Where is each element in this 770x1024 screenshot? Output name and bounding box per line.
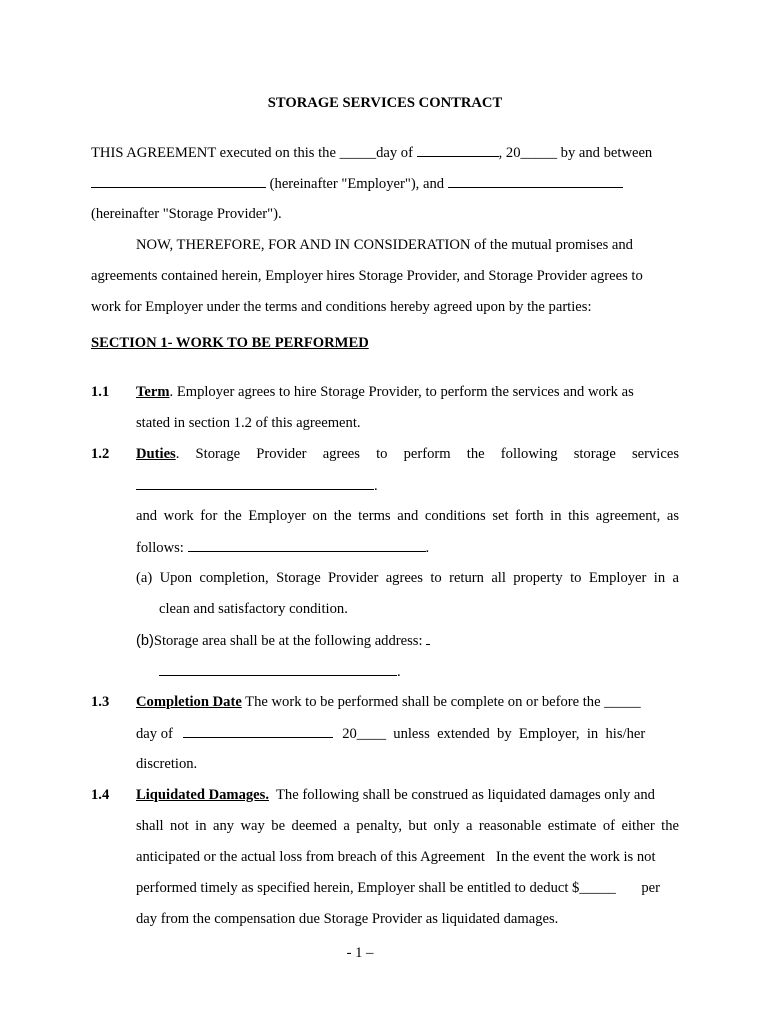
address-trailing-blank[interactable] [426,631,430,645]
clause-1-1-line-2: stated in section 1.2 of this agreement. [136,415,361,431]
clause-1-2-line-1 [136,445,679,463]
clause-1-2-b-text: Storage area shall be at the following address: [153,633,423,649]
address-blank-end: . [397,664,401,680]
intro-text-employer: (hereinafter "Employer"), and [269,176,445,192]
clause-1-4-line-4: performed timely as specified herein, Employer shall be entitled to deduct $_____ per [136,880,660,896]
clause-1-4-line-5: day from the compensation due Storage Provider as liquidated damages. [136,911,559,927]
recital-line-3: work for Employer under the terms and conditions hereby agreed upon by the parties: [91,299,592,315]
clause-1-2-a-line-1: (a) Upon completion, Storage Provider agrees to return all property to Employer in a [136,570,679,586]
clause-1-2-text: . Storage Provider agrees to perform the following storage services [175,446,679,462]
clause-1-2-b-line-1 [136,631,430,650]
clause-1-4-text: The following shall be construed as liquidated damages only and [268,787,655,803]
clause-1-1-label: Term [136,384,170,400]
intro-line-2 [91,174,623,193]
clause-1-1-line-1 [136,383,634,401]
clause-1-3-number: 1.3 [91,694,110,710]
clause-1-1-text: . Employer agrees to hire Storage Provider, to perform the services and work as [169,384,634,400]
clause-1-3-line-1 [136,693,641,711]
clause-1-4-line-1 [136,786,655,804]
clause-1-4-line-3: anticipated or the actual loss from breach of this Agreement In the event the work is not [136,849,656,865]
clause-1-3-day-of: day of [136,726,173,742]
section-1-heading: SECTION 1- WORK TO BE PERFORMED [91,335,369,351]
intro-text-b: , 20_____ by and between [498,145,653,161]
provider-name-blank[interactable] [448,174,623,188]
clause-1-4-line-2: shall not in any way be deemed a penalty, but only a reasonable estimate of either the [136,818,679,834]
clause-1-2-b-line-2 [159,662,401,681]
follows-label: follows: [136,540,184,556]
recital-line-1: NOW, THEREFORE, FOR AND IN CONSIDERATION of the mutual promises and [136,237,633,253]
clause-1-4-number: 1.4 [91,787,110,803]
page-number: - 1 – [346,945,374,961]
services-blank[interactable] [136,476,374,490]
clause-1-4-label: Liquidated Damages. [136,787,269,803]
clause-1-2-line-2 [136,476,378,495]
clause-1-3-year-text: 20____ unless extended by Employer, in his/her [342,726,646,742]
clause-1-3-line-3: discretion. [136,756,198,772]
clause-1-2-number: 1.2 [91,446,110,462]
services-blank-end: . [374,478,378,494]
clause-1-2-line-4 [136,538,429,557]
address-blank[interactable] [159,662,397,676]
clause-1-1-number: 1.1 [91,384,110,400]
completion-date-blank[interactable] [183,724,333,738]
intro-text-a: THIS AGREEMENT executed on this the _____day of [91,145,413,161]
day-month-blank[interactable] [417,143,499,157]
contract-title: STORAGE SERVICES CONTRACT [267,95,503,111]
intro-line-1 [91,143,652,162]
clause-1-3-label: Completion Date [136,694,242,710]
clause-1-2-a-line-2: clean and satisfactory condition. [159,601,348,617]
clause-1-2-label: Duties [136,446,176,462]
employer-name-blank[interactable] [91,174,266,188]
clause-1-3-text: The work to be performed shall be complete on or before the _____ [241,694,641,710]
recital-line-2: agreements contained herein, Employer hires Storage Provider, and Storage Provider agrees to [91,268,643,284]
clause-1-2-line-3: and work for the Employer on the terms and conditions set forth in this agreement, as [136,508,679,524]
clause-1-2-b-marker: (b) [136,633,154,649]
intro-line-3: (hereinafter "Storage Provider"). [91,206,282,222]
clause-1-3-line-2 [136,724,679,743]
work-description-blank[interactable] [188,538,426,552]
work-description-end: . [425,540,430,556]
